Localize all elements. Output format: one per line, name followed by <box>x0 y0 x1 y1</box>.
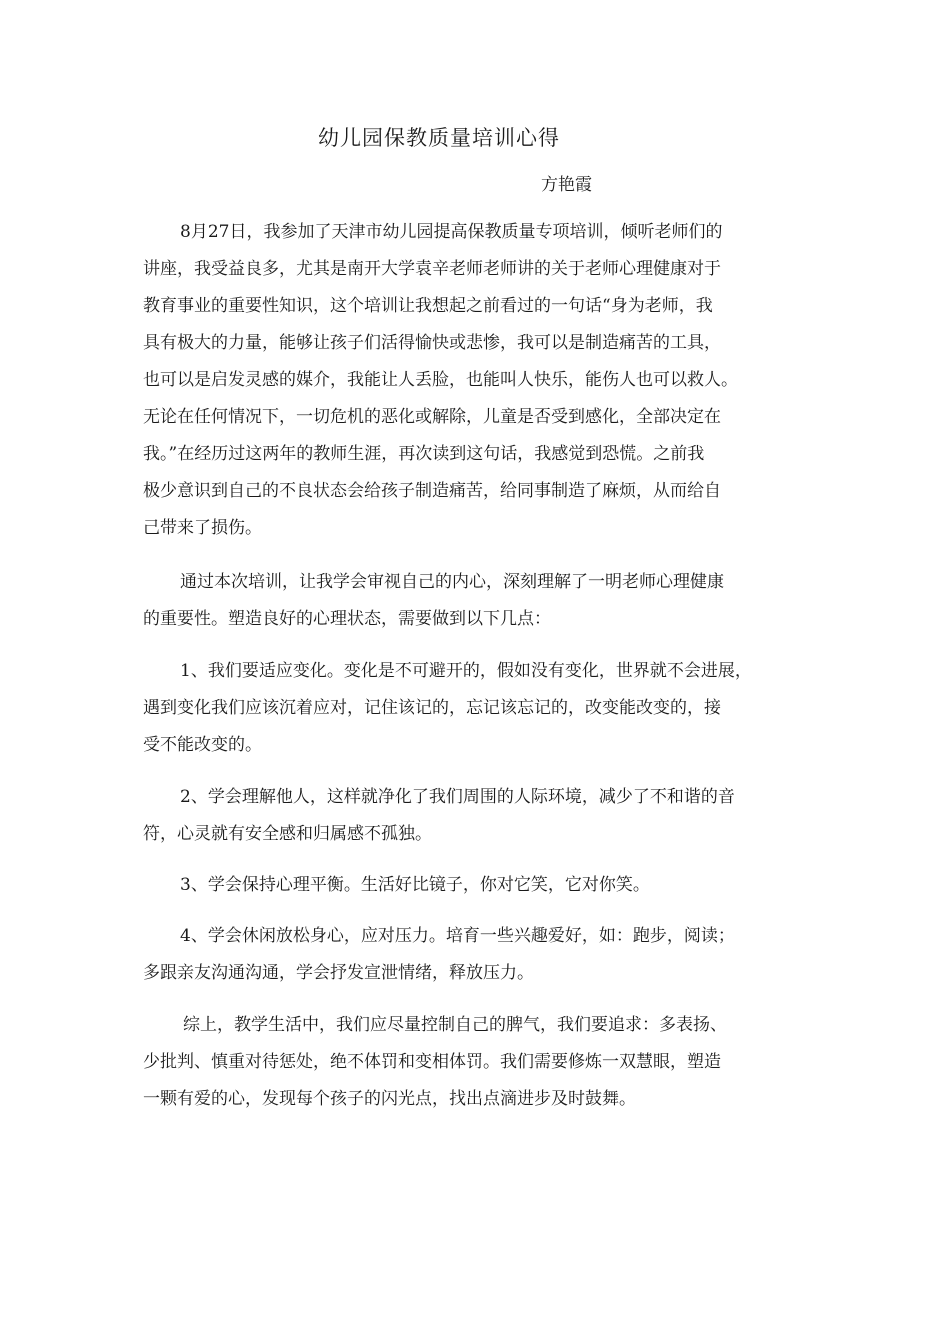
paragraph-1-line-8: 极少意识到自己的不良状态会给孩子制造痛苦，给同事制造了麻烦，从而给自 <box>143 481 721 501</box>
paragraph-1-line-4: 具有极大的力量，能够让孩子们活得愉快或悲惨，我可以是制造痛苦的工具， <box>143 333 721 353</box>
paragraph-1-line-2: 讲座，我受益良多，尤其是南开大学袁辛老师老师讲的关于老师心理健康对于 <box>143 259 721 279</box>
paragraph-6-line-1: 4、学会休闲放松身心，应对压力。培育一些兴趣爱好，如：跑步，阅读； <box>180 926 735 946</box>
paragraph-7-line-1: 综上，教学生活中，我们应尽量控制自己的脾气，我们要追求：多表扬、 <box>183 1015 727 1035</box>
document-title: 幼儿园保教质量培训心得 <box>318 126 560 150</box>
paragraph-7-line-3: 一颗有爱的心，发现每个孩子的闪光点，找出点滴进步及时鼓舞。 <box>143 1089 636 1109</box>
paragraph-3-line-1: 1、我们要适应变化。变化是不可避开的，假如没有变化，世界就不会进展， <box>180 661 752 681</box>
paragraph-2-line-2: 的重要性。塑造良好的心理状态，需要做到以下几点： <box>143 609 551 629</box>
paragraph-1-line-5: 也可以是启发灵感的媒介，我能让人丢脸，也能叫人快乐，能伤人也可以救人。 <box>143 370 738 390</box>
paragraph-7-line-2: 少批判、慎重对待惩处，绝不体罚和变相体罚。我们需要修炼一双慧眼，塑造 <box>143 1052 721 1072</box>
paragraph-4-line-2: 符，心灵就有安全感和归属感不孤独。 <box>143 824 432 844</box>
paragraph-4-line-1: 2、学会理解他人，这样就净化了我们周围的人际环境，减少了不和谐的音 <box>180 787 735 807</box>
paragraph-3-line-3: 受不能改变的。 <box>143 735 262 755</box>
paragraph-1-line-1: 8月27日，我参加了天津市幼儿园提高保教质量专项培训，倾听老师们的 <box>180 222 723 242</box>
paragraph-6-line-2: 多跟亲友沟通沟通，学会抒发宣泄情绪，释放压力。 <box>143 963 534 983</box>
paragraph-1-line-9: 己带来了损伤。 <box>143 518 262 538</box>
paragraph-3-line-2: 遇到变化我们应该沉着应对，记住该记的，忘记该忘记的，改变能改变的，接 <box>143 698 721 718</box>
document-author: 方艳霞 <box>541 175 592 195</box>
paragraph-5-line-1: 3、学会保持心理平衡。生活好比镜子，你对它笑，它对你笑。 <box>180 875 650 895</box>
paragraph-1-line-7: 我。”在经历过这两年的教师生涯，再次读到这句话，我感觉到恐慌。之前我 <box>143 444 705 464</box>
paragraph-1-line-3: 教育事业的重要性知识，这个培训让我想起之前看过的一句话“身为老师，我 <box>143 296 713 316</box>
paragraph-2-line-1: 通过本次培训，让我学会审视自己的内心，深刻理解了一明老师心理健康 <box>180 572 724 592</box>
paragraph-1-line-6: 无论在任何情况下，一切危机的恶化或解除，儿童是否受到感化，全部决定在 <box>143 407 721 427</box>
